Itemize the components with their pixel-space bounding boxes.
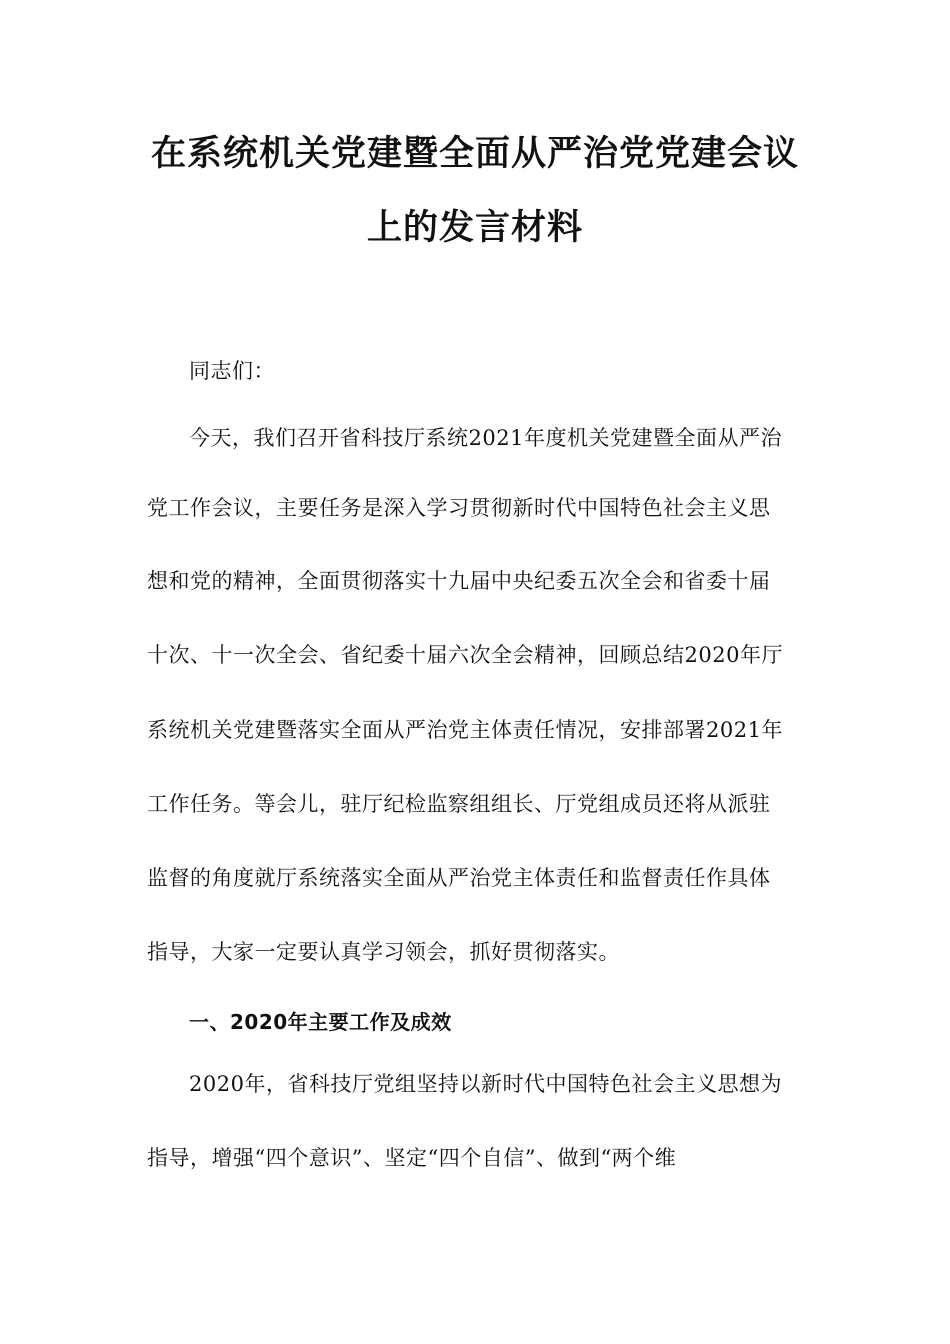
- paragraph-line: 系统机关党建暨落实全面从严治党主体责任情况，安排部署2021年: [147, 718, 783, 742]
- paragraph-line: 想和党的精神，全面贯彻落实十九届中央纪委五次全会和省委十届: [147, 569, 771, 593]
- document-title-line-2: 上的发言材料: [366, 208, 583, 248]
- paragraph-line: 党工作会议，主要任务是深入学习贯彻新时代中国特色社会主义思: [147, 496, 771, 520]
- paragraph-line: 指导，增强“四个意识”、坚定“四个自信”、做到“两个维: [147, 1146, 677, 1170]
- paragraph-line: 今天，我们召开省科技厅系统2021年度机关党建暨全面从严治: [189, 426, 782, 450]
- salutation: 同志们：: [189, 359, 275, 383]
- paragraph-line: 十次、十一次全会、省纪委十届六次全会精神，回顾总结2020年厅: [147, 643, 783, 667]
- paragraph-line: 指导，大家一定要认真学习领会，抓好贯彻落实。: [147, 940, 620, 964]
- document-title-line-1: 在系统机关党建暨全面从严治党党建会议: [150, 134, 799, 174]
- paragraph-line: 监督的角度就厅系统落实全面从严治党主体责任和监督责任作具体: [147, 866, 771, 890]
- paragraph-line: 2020年，省科技厅党组坚持以新时代中国特色社会主义思想为: [189, 1072, 782, 1096]
- section-heading: 一、2020年主要工作及成效: [189, 1010, 452, 1034]
- paragraph-line: 工作任务。等会儿，驻厅纪检监察组组长、厅党组成员还将从派驻: [147, 792, 771, 816]
